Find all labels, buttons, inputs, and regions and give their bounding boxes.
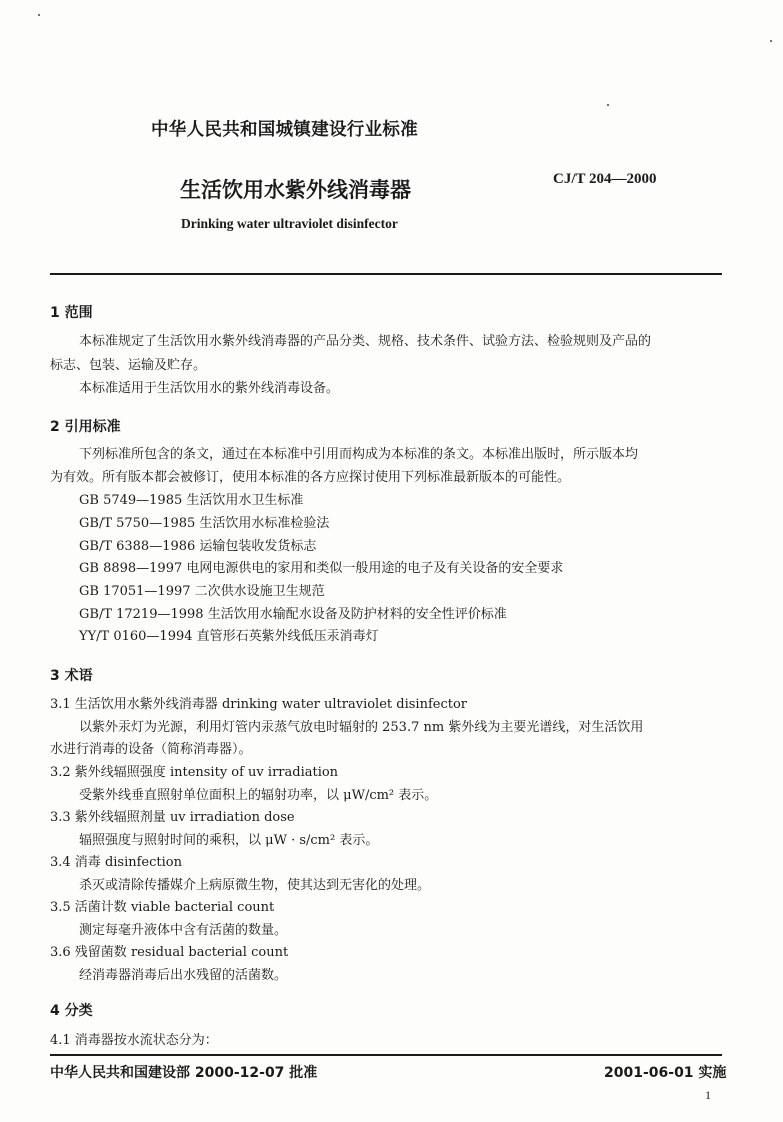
term-title: 3.3 紫外线辐照剂量 uv irradiation dose (50, 810, 295, 825)
scan-speck (770, 40, 772, 42)
term-definition: 受紫外线垂直照射单位面积上的辐射功率，以 μW/cm² 表示。 (79, 788, 438, 803)
reference-item: GB 17051—1997 二次供水设施卫生规范 (79, 584, 325, 599)
approval-line: 中华人民共和国建设部 2000-12-07 批准 (50, 1065, 318, 1081)
term-title: 3.5 活菌计数 viable bacterial count (50, 900, 275, 915)
section-heading: 4 分类 (50, 1003, 93, 1019)
paragraph: 为有效。所有版本都会被修订，使用本标准的各方应探讨使用下列标准最新版本的可能性。 (50, 470, 571, 485)
section-heading: 3 术语 (50, 668, 93, 684)
reference-item: GB/T 5750—1985 生活饮用水标准检验法 (79, 516, 330, 531)
page-number: 1 (705, 1088, 711, 1102)
term-definition: 以紫外汞灯为光源，利用灯管内汞蒸气放电时辐射的 253.7 nm 紫外线为主要光谱线，对生活饮用 (79, 720, 644, 735)
reference-item: GB 8898—1997 电网电源供电的家用和类似一般用途的电子及有关设备的安全要求 (79, 561, 564, 576)
term-definition: 辐照强度与照射时间的乘积，以 μW · s/cm² 表示。 (79, 833, 379, 848)
issuer-title: 中华人民共和国城镇建设行业标准 (151, 120, 418, 140)
reference-item: YY/T 0160—1994 直管形石英紫外线低压汞消毒灯 (79, 629, 379, 644)
scan-speck (607, 104, 609, 106)
reference-item: GB 5749—1985 生活饮用水卫生标准 (79, 493, 304, 508)
term-title: 3.2 紫外线辐照强度 intensity of uv irradiation (50, 765, 339, 780)
standard-title-cn: 生活饮用水紫外线消毒器 (180, 178, 411, 202)
term-definition: 水进行消毒的设备（简称消毒器）。 (50, 742, 252, 757)
reference-item: GB/T 17219—1998 生活饮用水输配水设备及防护材料的安全性评价标准 (79, 607, 507, 622)
scan-speck (38, 14, 40, 16)
term-title: 3.6 残留菌数 residual bacterial count (50, 945, 289, 960)
term-definition: 经消毒器消毒后出水残留的活菌数。 (79, 968, 288, 983)
paragraph: 标志、包装、运输及贮存。 (50, 358, 207, 373)
paragraph: 本标准适用于生活饮用水的紫外线消毒设备。 (79, 381, 340, 396)
term-definition: 测定每毫升液体中含有活菌的数量。 (79, 923, 288, 938)
paragraph: 下列标准所包含的条文，通过在本标准中引用而构成为本标准的条文。本标准出版时，所示版本均 (79, 447, 639, 462)
reference-item: GB/T 6388—1986 运输包装收发货标志 (79, 539, 317, 554)
term-title: 3.1 生活饮用水紫外线消毒器 drinking water ultraviolet disinfector (50, 697, 467, 712)
section-heading: 1 范围 (50, 305, 93, 321)
term-title: 4.1 消毒器按水流状态分为： (50, 1033, 218, 1048)
term-title: 3.4 消毒 disinfection (50, 855, 182, 870)
section-heading: 2 引用标准 (50, 419, 121, 435)
paragraph: 本标准规定了生活饮用水紫外线消毒器的产品分类、规格、技术条件、试验方法、检验规则及产品的 (79, 334, 652, 349)
term-definition: 杀灭或清除传播媒介上病原微生物，使其达到无害化的处理。 (79, 878, 431, 893)
footer-divider (50, 1054, 722, 1056)
effective-date: 2001-06-01 实施 (604, 1065, 727, 1081)
header-divider (50, 273, 722, 275)
standard-number: CJ/T 204—2000 (553, 171, 657, 187)
standard-title-en: Drinking water ultraviolet disinfector (181, 216, 398, 231)
